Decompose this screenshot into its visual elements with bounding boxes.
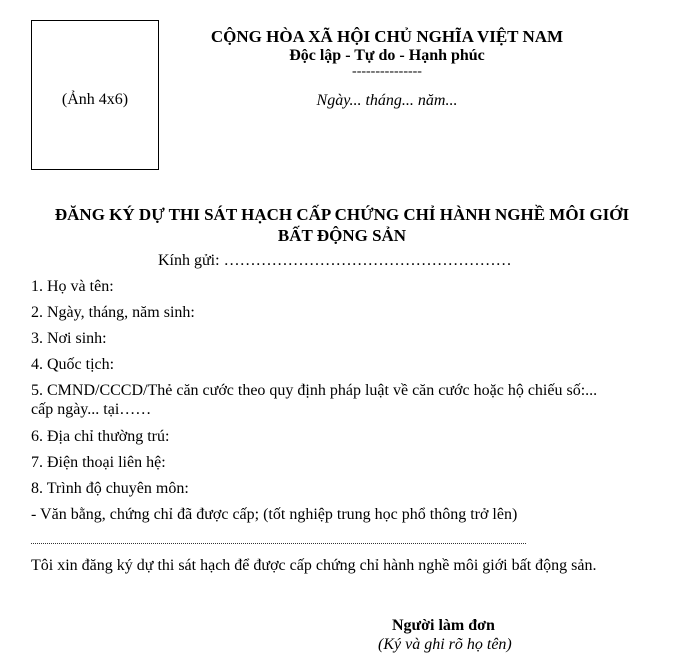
field-permanent-address: 6. Địa chỉ thường trú:: [31, 428, 170, 445]
signature-note: (Ký và ghi rõ họ tên): [378, 636, 512, 653]
photo-label: (Ảnh 4x6): [61, 91, 129, 108]
date-line: Ngày... tháng... năm...: [316, 92, 458, 109]
field-id-issue: cấp ngày... tại……: [31, 401, 152, 418]
field-qualification: 8. Trình độ chuyên môn:: [31, 480, 189, 497]
field-id-number: 5. CMND/CCCD/Thẻ căn cước theo quy định pháp luật về căn cước hoặc hộ chiếu số:...: [31, 382, 598, 399]
field-date-of-birth: 2. Ngày, tháng, năm sinh:: [31, 304, 195, 321]
recipient-line: Kính gửi: ………………………………………………: [158, 252, 512, 269]
motto: Độc lập - Tự do - Hạnh phúc: [289, 47, 485, 64]
field-nationality: 4. Quốc tịch:: [31, 356, 115, 373]
field-phone: 7. Điện thoại liên hệ:: [31, 454, 166, 471]
field-certificates: - Văn bằng, chứng chỉ đã được cấp; (tốt nghiệp trung học phổ thông trở lên): [31, 506, 518, 523]
signature-title: Người làm đơn: [392, 617, 495, 634]
header-separator: ---------------: [352, 64, 422, 79]
nation-heading: CỘNG HÒA XÃ HỘI CHỦ NGHĨA VIỆT NAM: [210, 27, 564, 46]
photo-placeholder-box: [31, 20, 159, 170]
field-place-of-birth: 3. Nơi sinh:: [31, 330, 107, 347]
dotted-fill-line: [31, 543, 526, 544]
declaration: Tôi xin đăng ký dự thi sát hạch để được cấp chứng chỉ hành nghề môi giới bất động sản.: [31, 557, 597, 574]
field-full-name: 1. Họ và tên:: [31, 278, 114, 295]
form-title-line2: BẤT ĐỘNG SẢN: [277, 226, 407, 245]
form-title-line1: ĐĂNG KÝ DỰ THI SÁT HẠCH CẤP CHỨNG CHỈ HÀNH NGHỀ MÔI GIỚI: [54, 205, 630, 224]
